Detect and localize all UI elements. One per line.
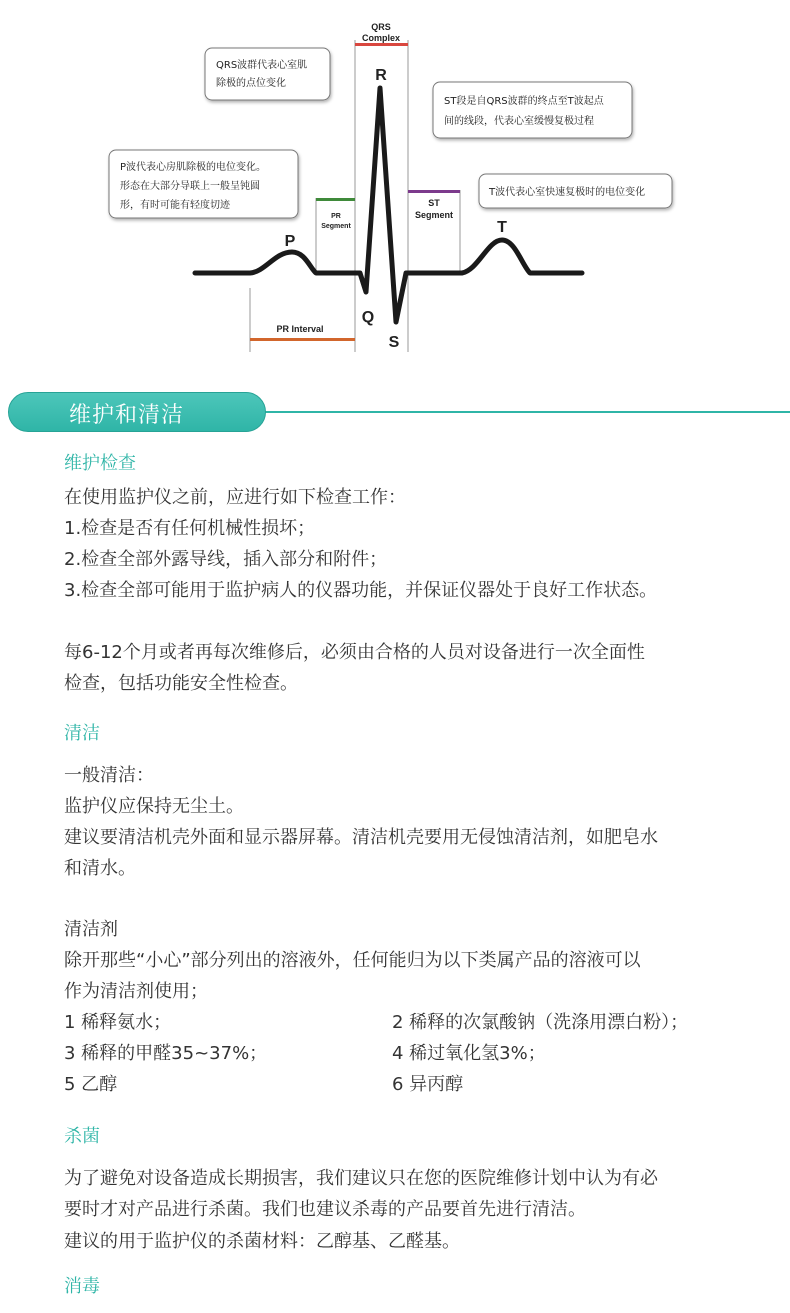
- sterilization-line-1: 要时才对产品进行杀菌。我们也建议杀毒的产品要首先进行清洁。: [64, 1199, 586, 1220]
- pr-segment-bar: [316, 198, 355, 201]
- section-divider-line: [260, 411, 790, 413]
- qrs-callout: [205, 48, 330, 100]
- maintenance-periodic-0: 每6-12个月或者再每次维修后，必须由合格的人员对设备进行一次全面性: [64, 642, 645, 663]
- cleaning-agent-title: 清洁剂: [64, 919, 118, 940]
- cleaning-agent-desc-1: 作为清洁剂使用；: [64, 981, 208, 1002]
- pr-interval-label: PR Interval: [276, 324, 324, 334]
- sterilization-heading: 杀菌: [64, 1126, 100, 1147]
- sterilization-line-0: 为了避免对设备造成长期损害，我们建议只在您的医院维修计划中认为有必: [64, 1168, 658, 1189]
- t-callout: [479, 174, 672, 208]
- cleaning-agent-right-0: 2 稀释的次氯酸钠（洗涤用漂白粉）；: [392, 1012, 689, 1033]
- qrs-complex-label-2: Complex: [361, 33, 401, 43]
- maintenance-line-0: 在使用监护仪之前，应进行如下检查工作：: [64, 487, 406, 508]
- cleaning-agent-right-1: 4 稀过氧化氢3%；: [392, 1043, 546, 1064]
- ecg-label-r: R: [375, 67, 387, 84]
- cleaning-general-3: 和清水。: [64, 858, 136, 879]
- svg-text:形态在大部分导联上一般呈钝圆: 形态在大部分导联上一般呈钝圆: [120, 181, 260, 192]
- ecg-label-q: Q: [361, 309, 375, 326]
- svg-text:ST段是自QRS波群的终点至T波起点: ST段是自QRS波群的终点至T波起点: [444, 96, 604, 107]
- pr-interval-bar: [250, 338, 355, 341]
- maintenance-periodic-1: 检查，包括功能安全性检查。: [64, 673, 298, 694]
- cleaning-general-1: 监护仪应保持无尘土。: [64, 796, 244, 817]
- cleaning-agent-right-2: 6 异丙醇: [392, 1074, 464, 1095]
- svg-text:除极的点位变化: 除极的点位变化: [216, 78, 286, 89]
- maintenance-line-3: 3.检查全部可能用于监护病人的仪器功能，并保证仪器处于良好工作状态。: [64, 580, 658, 601]
- section-title: 维护和清洁: [69, 403, 185, 428]
- st-segment-label-2: Segment: [414, 210, 454, 220]
- cleaning-agent-left-1: 3 稀释的甲醛35~37%；: [64, 1043, 268, 1064]
- cleaning-heading: 清洁: [64, 723, 100, 744]
- ecg-label-s: S: [388, 334, 400, 351]
- cleaning-general-2: 建议要清洁机壳外面和显示器屏幕。清洁机壳要用无侵蚀清洁剂，如肥皂水: [64, 827, 658, 848]
- ecg-diagram: [0, 0, 790, 370]
- cleaning-agent-left-0: 1 稀释氨水；: [64, 1012, 172, 1033]
- st-callout: [433, 82, 632, 138]
- cleaning-general-0: 一般清洁：: [64, 765, 154, 786]
- svg-text:形，有时可能有轻度切迹: 形，有时可能有轻度切迹: [120, 200, 230, 211]
- section-header: [8, 392, 266, 432]
- maintenance-line-1: 1.检查是否有任何机械性损坏；: [64, 518, 316, 539]
- p-callout: [109, 150, 298, 218]
- ecg-label-p: P: [284, 233, 296, 250]
- svg-text:T波代表心室快速复极时的电位变化: T波代表心室快速复极时的电位变化: [489, 187, 646, 198]
- sterilization-line-2: 建议的用于监护仪的杀菌材料：乙醇基、乙醛基。: [64, 1231, 460, 1252]
- pr-segment-label-2: Segment: [321, 223, 351, 230]
- svg-text:QRS波群代表心室肌: QRS波群代表心室肌: [216, 60, 308, 71]
- cleaning-agent-left-2: 5 乙醇: [64, 1074, 118, 1095]
- disinfection-heading: 消毒: [64, 1276, 100, 1297]
- cleaning-agent-desc-0: 除开那些“小心”部分列出的溶液外，任何能归为以下类属产品的溶液可以: [64, 950, 641, 971]
- ecg-label-t: T: [497, 219, 507, 236]
- st-segment-label-1: ST: [428, 198, 440, 208]
- qrs-complex-label-1: QRS: [371, 22, 391, 32]
- svg-text:间的线段，代表心室缓慢复极过程: 间的线段，代表心室缓慢复极过程: [444, 116, 594, 127]
- maintenance-line-2: 2.检查全部外露导线，插入部分和附件；: [64, 549, 388, 570]
- svg-text:P波代表心房肌除极的电位变化。: P波代表心房肌除极的电位变化。: [120, 162, 267, 173]
- maintenance-heading: 维护检查: [64, 453, 136, 474]
- pr-segment-label-1: PR: [331, 213, 341, 220]
- st-segment-bar: [408, 190, 460, 193]
- qrs-complex-bar: [355, 43, 408, 46]
